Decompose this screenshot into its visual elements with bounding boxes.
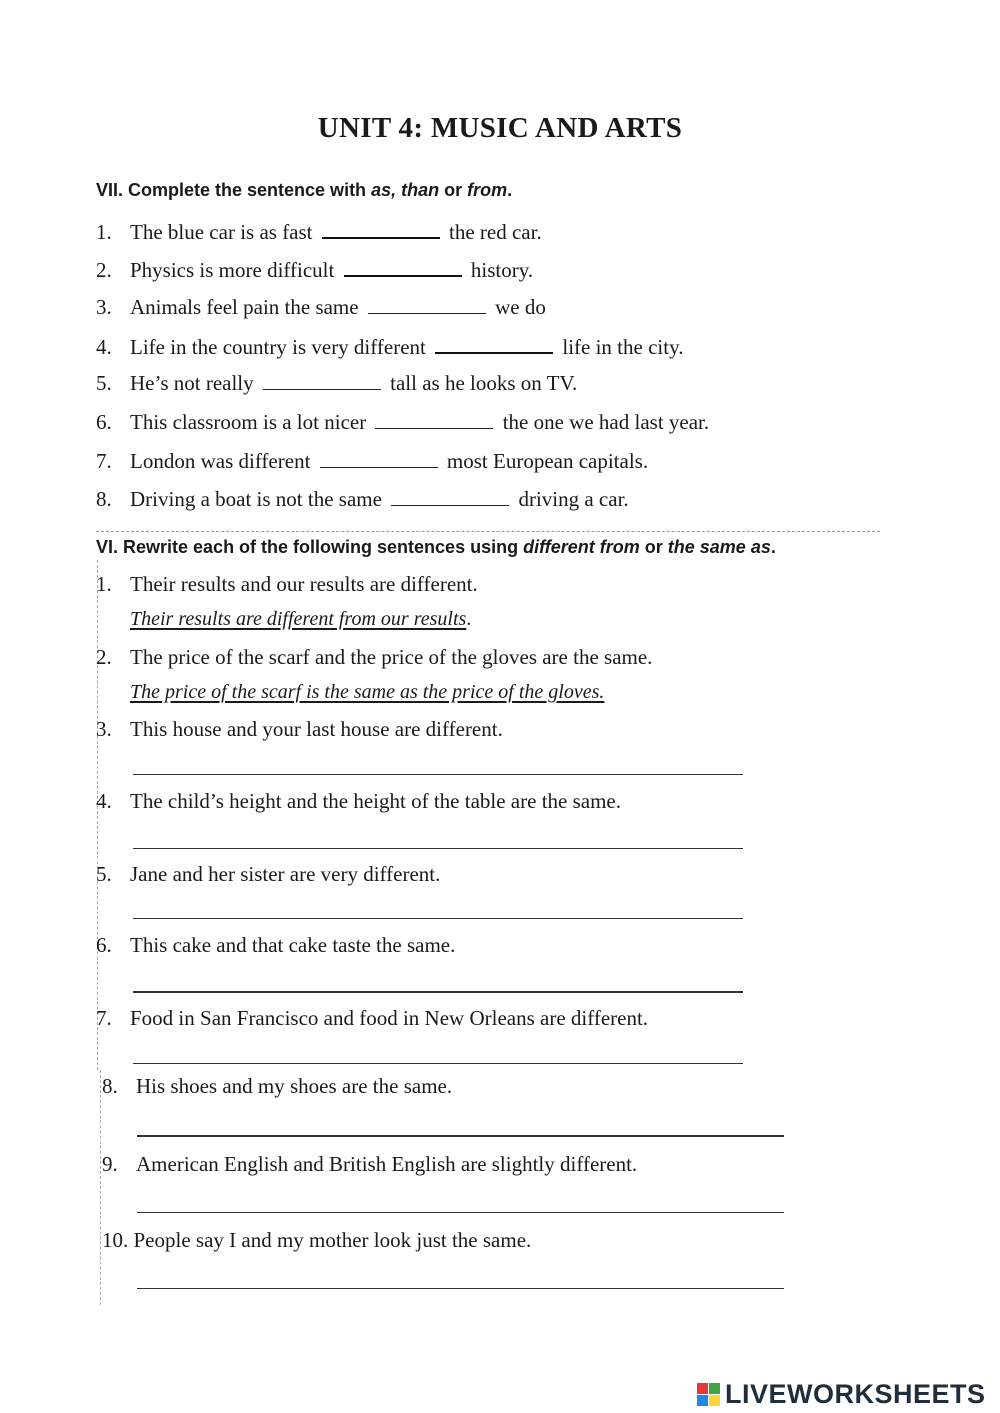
- answer-line-8[interactable]: [137, 1135, 784, 1137]
- answer-blank[interactable]: [368, 295, 486, 314]
- sentence-start: Driving a boat is not the same: [130, 487, 382, 511]
- sentence-end: the red car.: [449, 220, 542, 244]
- example-answer-2: [130, 681, 604, 704]
- rewrite-item-6: [96, 933, 455, 958]
- question-number: 1.: [96, 220, 112, 244]
- question-1: [96, 219, 542, 245]
- rewrite-item-5: [96, 862, 440, 887]
- answer-line-4[interactable]: [133, 848, 743, 849]
- heading-text: VI. Rewrite each of the following sentences using: [96, 537, 524, 557]
- rewrite-item-2: [96, 645, 652, 670]
- logo-square-icon: [697, 1383, 708, 1394]
- sentence-end: most European capitals.: [446, 449, 649, 473]
- worksheet-title: UNIT 4: MUSIC AND ARTS: [317, 112, 683, 144]
- rewrite-item-1: [96, 572, 478, 597]
- sentence-end: life in the city.: [562, 335, 684, 359]
- sentence-text: The price of the scarf and the price of the gloves are the same.: [130, 645, 653, 669]
- sentence-text: Their results and our results are different.: [130, 572, 478, 596]
- heading-emphasis: as, than: [371, 180, 440, 200]
- section-vii-heading: [96, 180, 512, 201]
- heading-emphasis: different from: [523, 537, 640, 557]
- question-number: 8.: [102, 1074, 118, 1098]
- margin-guide: [100, 1070, 101, 1305]
- question-number: 4.: [96, 335, 112, 359]
- question-number: 2.: [96, 258, 112, 282]
- question-number: 7.: [96, 449, 112, 473]
- heading-emphasis: the same as: [667, 537, 771, 557]
- answer-blank[interactable]: [263, 371, 381, 390]
- question-number: 3.: [96, 295, 112, 319]
- sentence-text: American English and British English are slightly different.: [136, 1152, 638, 1176]
- question-number: 10.: [102, 1228, 129, 1252]
- question-8: [96, 487, 629, 512]
- logo-text: LIVEWORKSHEETS: [725, 1378, 986, 1409]
- sentence-start: Life in the country is very different: [130, 335, 426, 359]
- sentence-text: Food in San Francisco and food in New Orleans are different.: [130, 1006, 649, 1030]
- sentence-start: Physics is more difficult: [130, 258, 335, 282]
- question-number: 5.: [96, 371, 112, 395]
- question-number: 6.: [96, 410, 112, 434]
- question-number: 2.: [96, 645, 112, 669]
- heading-text: or: [439, 180, 468, 200]
- logo-mark-icon: [697, 1383, 720, 1406]
- logo-square-icon: [709, 1383, 720, 1394]
- question-number: 1.: [96, 572, 112, 596]
- question-5: [96, 371, 577, 396]
- sentence-end: we do: [495, 295, 546, 319]
- rewrite-item-7: [96, 1006, 648, 1031]
- rewrite-item-9: [102, 1152, 637, 1177]
- answer-blank[interactable]: [375, 410, 493, 429]
- question-number: 3.: [96, 717, 112, 741]
- sentence-end: tall as he looks on TV.: [390, 371, 578, 395]
- heading-text: .: [507, 180, 513, 200]
- heading-text: .: [770, 537, 776, 557]
- answer-blank[interactable]: [435, 334, 553, 354]
- sentence-start: London was different: [130, 449, 311, 473]
- sentence-end: history.: [470, 258, 534, 282]
- rewrite-item-10: [102, 1228, 531, 1253]
- answer-blank[interactable]: [322, 219, 440, 239]
- section-divider: [96, 531, 880, 532]
- liveworksheets-logo: [697, 1378, 986, 1410]
- sentence-text: His shoes and my shoes are the same.: [136, 1074, 453, 1098]
- sentence-text: People say I and my mother look just the same.: [133, 1228, 532, 1252]
- sentence-start: Animals feel pain the same: [130, 295, 359, 319]
- answer-line-6[interactable]: [133, 991, 743, 993]
- answer-line-7[interactable]: [133, 1063, 743, 1064]
- answer-line-10[interactable]: [137, 1288, 784, 1289]
- answer-line-9[interactable]: [137, 1212, 784, 1213]
- question-number: 9.: [102, 1152, 118, 1176]
- sentence-text: This cake and that cake taste the same.: [130, 933, 456, 957]
- sentence-text: The child’s height and the height of the table are the same.: [130, 789, 621, 813]
- question-7: [96, 449, 648, 474]
- sentence-end: the one we had last year.: [502, 410, 710, 434]
- section-vi-heading: [96, 537, 776, 558]
- question-number: 8.: [96, 487, 112, 511]
- answer-blank[interactable]: [344, 257, 462, 277]
- question-number: 7.: [96, 1006, 112, 1030]
- heading-emphasis: from: [467, 180, 508, 200]
- sentence-start: He’s not really: [130, 371, 254, 395]
- heading-text: VII. Complete the sentence with: [96, 180, 372, 200]
- sentence-start: The blue car is as fast: [130, 220, 313, 244]
- sentence-text: This house and your last house are different.: [130, 717, 503, 741]
- question-6: [96, 410, 709, 435]
- logo-square-icon: [697, 1395, 708, 1406]
- margin-guide: [97, 560, 98, 1070]
- rewrite-item-4: [96, 789, 621, 814]
- question-4: [96, 334, 683, 360]
- sentence-text: Jane and her sister are very different.: [130, 862, 441, 886]
- model-answer: Their results are different from our results: [130, 608, 467, 630]
- heading-text: or: [639, 537, 668, 557]
- question-3: [96, 295, 546, 320]
- question-number: 5.: [96, 862, 112, 886]
- question-2: [96, 257, 533, 283]
- answer-blank[interactable]: [320, 449, 438, 468]
- question-number: 4.: [96, 789, 112, 813]
- answer-line-5[interactable]: [133, 918, 743, 919]
- answer-line-3[interactable]: [133, 774, 743, 775]
- logo-square-icon: [709, 1395, 720, 1406]
- rewrite-item-3: [96, 717, 503, 742]
- rewrite-item-8: [102, 1074, 452, 1099]
- answer-suffix: .: [466, 608, 472, 630]
- model-answer: The price of the scarf is the same as the price of the gloves.: [130, 681, 605, 703]
- answer-blank[interactable]: [391, 487, 509, 506]
- example-answer-1: [130, 608, 471, 631]
- question-number: 6.: [96, 933, 112, 957]
- sentence-end: driving a car.: [518, 487, 629, 511]
- sentence-start: This classroom is a lot nicer: [130, 410, 367, 434]
